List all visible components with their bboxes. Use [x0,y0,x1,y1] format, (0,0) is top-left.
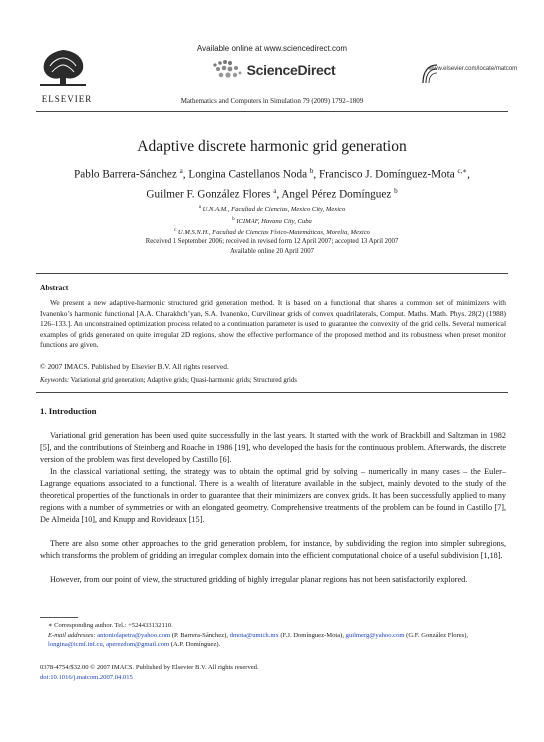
author-affil-mark: c,∗ [457,167,468,175]
abstract-copyright: © 2007 IMACS. Published by Elsevier B.V. All rights reserved. [40,362,229,371]
affil-text: U.M.S.N.H., Facultad de Ciencias Físico-Matemáticas, Morelia, Mexico [177,229,370,237]
elsevier-wordmark: ELSEVIER [41,94,93,104]
corresponding-author-note: ∗ Corresponding author. Tel.: +524433132110. [48,622,173,629]
sciencedirect-wordmark: ScienceDirect [246,62,336,78]
email-label: E-mail addresses: [48,631,96,639]
article-dates [36,237,508,256]
body-paragraph [40,538,506,562]
keywords-list: Variational grid generation; Adaptive grids; Quasi-harmonic grids; Structured grids [70,377,297,384]
journal-emblem-icon [420,62,440,86]
paragraph-text: There are also some other approaches to the grid generation problem, for instance, by subdividing the region into simpler subregions, which transforms the problem of gridding an irregular complex domain into the efficient computational choice of a useful subdivision [1,18]. [40,539,506,560]
doi-link[interactable]: doi:10.1016/j.matcom.2007.04.015 [40,674,133,681]
affil-text: ICIMAF, Havana City, Cuba [236,217,312,225]
keywords [40,377,297,384]
author-affil-mark: b [394,186,398,195]
received-dates: Received 1 September 2006; received in revised form 12 April 2007; accepted 13 April 2007 [145,238,399,245]
journal-logo [428,54,518,72]
affiliation [36,215,508,227]
email-owner: (P. Barrera-Sánchez), [171,631,228,639]
paragraph-text: In the classical variational setting, the strategy was to obtain the optimal grid by solving – numerically in many cases – the Euler–Lagrange equations associated to a functional. There is a wealth of literature available in the subject, mainly devoted to the study of the theoretical properties of the functionals in order to guarantee that their minimizers are convex grids. It has been successfully applied to many regions with a number of symmetries or with an elongated geometry. Comprehensive treatments of the problem can be found in Castillo [7], De Almeida [10], and Knupp and Rovideaux [15]. [40,467,506,524]
author-list [36,163,508,202]
abstract-heading: Abstract [40,283,69,292]
affiliation [36,203,508,215]
footnote-divider [40,617,78,618]
author-affil-mark: a [179,167,183,175]
journal-url-link[interactable]: www.elsevier.com/locate/matcom [428,66,518,72]
body-paragraph [40,574,506,586]
email-owner: (A.P. Domínguez). [170,641,221,649]
email-owner: , [102,641,105,649]
abstract-bottom-divider [36,392,508,393]
paragraph-text: However, from our point of view, the structured gridding of highly irregular planar regions has not been satisfactorily explored. [50,575,468,584]
footnotes [40,621,506,650]
email-link[interactable]: longina@icmf.inf.cu [48,641,103,649]
elsevier-logo [36,46,98,104]
available-online-date: Available online 20 April 2007 [229,247,315,255]
header-divider [36,111,508,112]
author-name[interactable]: Francisco J. Domínguez-Mota [318,168,455,181]
keywords-label: Keywords: [40,377,70,384]
page-footer [40,663,259,683]
sciencedirect-block [150,44,394,83]
affil-mark: c [174,228,177,234]
email-addresses [40,631,506,650]
article-title: Adaptive discrete harmonic grid generation [137,138,407,155]
author-name[interactable]: Pablo Barrera-Sánchez [74,168,177,181]
email-link[interactable]: dmota@umich.mx [229,631,279,639]
email-link[interactable]: antoniolapetra@yahoo.com [97,631,171,639]
author-name[interactable]: Angel Pérez Domínguez [281,188,392,201]
body-paragraph [40,466,506,526]
author-line: Guilmer F. González Flores $^a$, Angel Pérez Domínguez $^b$ [146,186,398,201]
affil-mark: b [232,216,235,222]
affil-mark: a [198,205,201,210]
author-name[interactable]: Guilmer F. González Flores [146,188,271,201]
sciencedirect-logo [150,57,394,83]
author-line: Pablo Barrera-Sánchez $^a$, Longina Castellanos Noda $^b$, Francisco J. Domínguez-Mota $^{c,∗}$, [74,167,470,181]
author-name[interactable]: Longina Castellanos Noda [188,168,308,181]
elsevier-tree-icon [36,46,90,88]
email-owner: (F.J. Domínguez-Mota), [280,631,344,639]
email-link[interactable]: guilmerg@yahoo.com [345,631,405,639]
author-affil-mark: b [309,167,314,175]
abstract-top-divider [36,273,508,274]
section-heading-introduction: 1. Introduction [40,406,97,416]
affiliations [36,203,508,238]
journal-citation-line: Mathematics and Computers in Simulation 79 (2009) 1792–1809 [180,97,364,105]
author-affil-mark: a [273,186,277,195]
body-paragraph [40,430,506,466]
email-owner: (G.F. González Flores), [406,631,469,639]
abstract-text: We present a new adaptive-harmonic structured grid generation method. It is based on a functional that shares a common set of minimizers with Ivanenko’s harmonic functional [A.A. Charakhch’yan, S.A. Ivanenko, Curvilinear grids of convex quadrilaterals, Comput. Maths. Math. Phys. 28(2) (1988) 126–133.]. An unconstrained optimization process related to a continuation parameter is used to guarantee the convexity of the grid cells. Several numerical examples of grids generated on quite irregular 2D regions, show the effective performance of the proposed method and its robustness when preset monitor functions are given. [40,298,506,350]
issn-line: 0378-4754/$32.00 © 2007 IMACS. Published by Elsevier B.V. All rights reserved. [40,664,259,671]
email-link[interactable]: aperezdom@gmail.com [106,641,170,649]
affil-text: U.N.A.M., Facultad de Ciencias, Mexico City, Mexico [202,206,346,214]
sciencedirect-dots-icon [209,59,243,81]
paragraph-text: Variational grid generation has been used quite successfully in the last years. It started with the work of Brackbill and Saltzman in 1982 [5], and the contributions of Steinberg and Roache in 1986 [19], who developed the basis for the continuous problem. Afterwards, the discrete version of the problem was first developed by Castillo [6]. [40,431,506,464]
available-online-text[interactable]: Available online at www.sciencedirect.com [196,44,348,53]
